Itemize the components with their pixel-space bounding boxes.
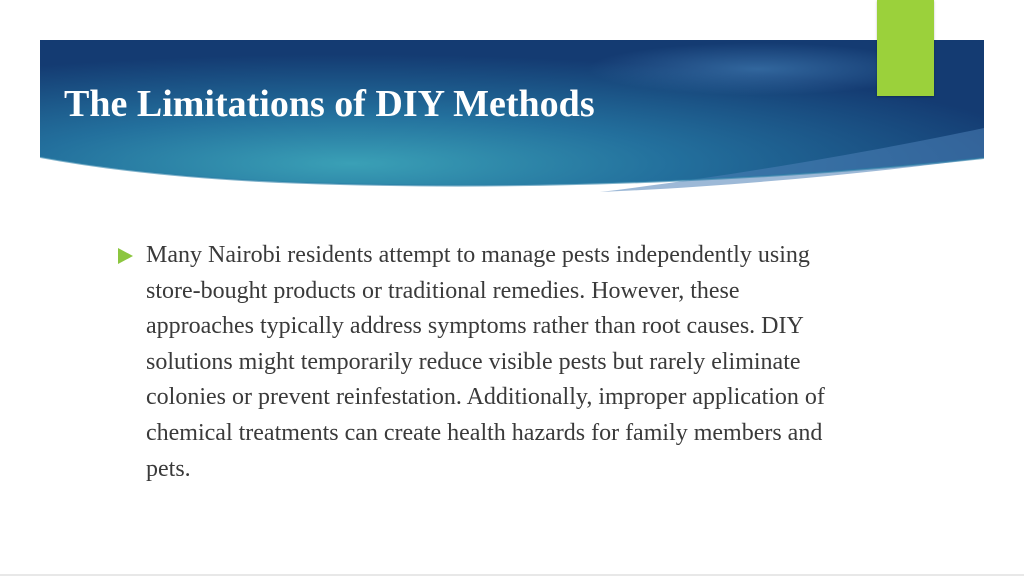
- bullet-text: Many Nairobi residents attempt to manage pests independently using store-bought products or traditional remedies. However, these approaches typically address symptoms rather than root causes. DIY solutions might temporarily reduce visible pests but rarely eliminate colonies or prevent reinfestation. Additionally, improper application of chemical treatments can create health hazards for family members and pets.: [146, 242, 825, 482]
- bullet-item: [118, 238, 838, 487]
- bullet-list: [118, 238, 838, 487]
- title-banner: [40, 40, 984, 192]
- slide-title: The Limitations of DIY Methods: [64, 83, 595, 125]
- triangle-right-icon: [118, 248, 133, 264]
- accent-tab: [877, 0, 934, 96]
